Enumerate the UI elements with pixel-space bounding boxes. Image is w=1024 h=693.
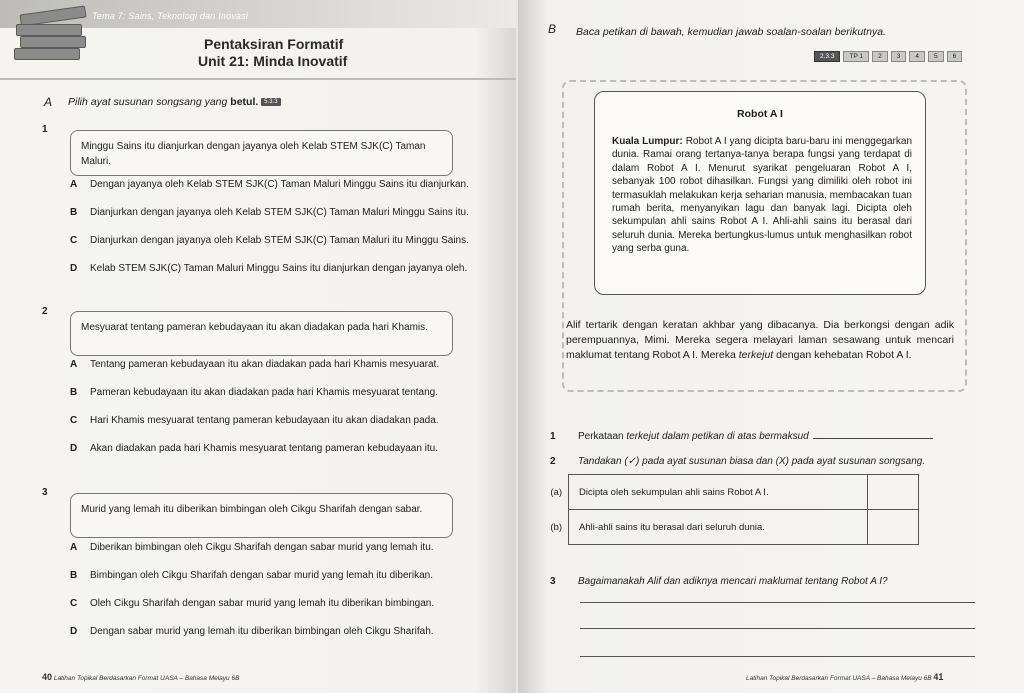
option-text: Dianjurkan dengan jayanya oleh Kelab STEM SJK(C) Taman Maluri Minggu Sains itu.	[90, 207, 469, 218]
news-article	[594, 91, 926, 295]
article-dateline: Kuala Lumpur:	[612, 136, 683, 147]
tp-level: 5	[928, 51, 944, 62]
option-letter: C	[70, 598, 78, 609]
option-text: Dianjurkan dengan jayanya oleh Kelab STEM SJK(C) Taman Maluri itu Minggu Sains.	[90, 235, 469, 246]
question-stem: Minggu Sains itu dianjurkan dengan jayanya oleh Kelab STEM SJK(C) Taman Maluri.	[70, 130, 453, 176]
question-text: Bagaimanakah Alif dan adiknya mencari maklumat tentang Robot A I?	[578, 576, 888, 587]
question-number: 1	[42, 124, 48, 135]
paragraph-text: dengan kehebatan Robot A I.	[776, 349, 912, 361]
option-letter: A	[70, 179, 78, 190]
page-number: 41	[933, 672, 944, 682]
tick-cell[interactable]	[868, 510, 919, 545]
question-stem: Mesyuarat tentang pameran kebudayaan itu akan diadakan pada hari Khamis.	[70, 311, 453, 356]
option-letter: B	[70, 387, 78, 398]
right-page	[518, 0, 1024, 693]
article-body	[612, 135, 912, 256]
instruction-bold: betul.	[230, 96, 259, 108]
books-icon	[14, 4, 84, 64]
option-letter: B	[70, 207, 78, 218]
answer-table	[550, 474, 919, 545]
unit-title: Unit 21: Minda Inovatif	[198, 53, 348, 69]
tp-level-bar	[814, 51, 962, 62]
page-title: Pentaksiran Formatif	[204, 36, 344, 52]
option-letter: C	[70, 235, 78, 246]
question-number: 3	[42, 487, 48, 498]
theme-label: Tema 7: Sains, Teknologi dan Inovasi	[92, 11, 249, 21]
row-label: (b)	[550, 521, 562, 533]
answer-blank[interactable]	[813, 438, 933, 439]
q1-italic: terkejut	[626, 431, 660, 442]
row-text: Ahli-ahli sains itu berasal dari seluruh dunia.	[569, 510, 868, 545]
answer-line[interactable]	[580, 656, 975, 657]
option-text: Dengan sabar murid yang lemah itu diberikan bimbingan oleh Cikgu Sharifah.	[90, 626, 434, 637]
option-text: Diberikan bimbingan oleh Cikgu Sharifah dengan sabar murid yang lemah itu.	[90, 542, 434, 553]
option-text: Kelab STEM SJK(C) Taman Maluri Minggu Sains itu dianjurkan dengan jayanya oleh.	[90, 263, 468, 274]
q1-post: dalam petikan di atas bermaksud	[661, 431, 809, 442]
option-letter: C	[70, 415, 78, 426]
option-text: Akan diadakan pada hari Khamis mesyuarat tentang pameran kebudayaan itu.	[90, 443, 439, 454]
footer-text: Latihan Topikal Berdasarkan Format UASA – Bahasa Melayu 6B	[746, 675, 932, 682]
option-letter: D	[70, 263, 78, 274]
option-letter: A	[70, 359, 78, 370]
paragraph-italic: terkejut	[738, 349, 774, 361]
option-letter: D	[70, 443, 78, 454]
tp-level: 2	[872, 51, 888, 62]
skill-tag: 2.3.3	[814, 51, 840, 62]
tp-level: 6	[947, 51, 963, 62]
section-b-label: B	[548, 22, 557, 36]
page-number: 40	[42, 672, 53, 682]
answer-line[interactable]	[580, 602, 975, 603]
option-letter: D	[70, 626, 78, 637]
skill-tag: 5.3.3	[261, 98, 280, 106]
option-text: Dengan jayanya oleh Kelab STEM SJK(C) Taman Maluri Minggu Sains itu dianjurkan.	[90, 179, 469, 190]
row-label: (a)	[550, 486, 562, 498]
paragraph-text: Alif tertarik dengan keratan akhbar yang dibacanya. Dia berkongsi dengan adik perempuannya, Mimi. Mereka segera melayari laman sesawang untuk mencari maklumat tentang Robot A I. Mereka	[566, 319, 954, 361]
divider	[0, 78, 516, 80]
section-b-instruction: Baca petikan di bawah, kemudian jawab soalan-soalan berikutnya.	[576, 26, 886, 38]
question-number: 2	[42, 306, 48, 317]
option-text: Pameran kebudayaan itu akan diadakan pada hari Khamis mesyuarat tentang.	[90, 387, 439, 398]
tick-cell[interactable]	[868, 475, 919, 510]
option-text: Bimbingan oleh Cikgu Sharifah dengan sabar murid yang lemah itu diberikan.	[90, 570, 433, 581]
tp-level: 3	[891, 51, 907, 62]
instruction-text: Pilih ayat susunan songsang yang	[68, 96, 228, 108]
section-a-label: A	[44, 95, 53, 109]
q1-pre: Perkataan	[578, 431, 624, 442]
question-number: 2	[550, 456, 556, 467]
question-stem: Murid yang lemah itu diberikan bimbingan oleh Cikgu Sharifah dengan sabar.	[70, 493, 453, 538]
question-text: Tandakan (✓) pada ayat susunan biasa dan (X) pada ayat susunan songsang.	[578, 456, 926, 467]
left-footer	[42, 672, 239, 682]
option-text: Oleh Cikgu Sharifah dengan sabar murid yang lemah itu diberikan bimbingan.	[90, 598, 435, 609]
tp-level: 4	[909, 51, 925, 62]
section-a-instruction	[68, 96, 281, 108]
option-letter: A	[70, 542, 78, 553]
tp-level: TP 1	[843, 51, 869, 62]
option-text: Hari Khamis mesyuarat tentang pameran kebudayaan itu akan diadakan pada.	[90, 415, 439, 426]
article-text: Robot A I yang dicipta baru-baru ini menggegarkan dunia. Ramai orang tertanya-tanya berapa fungsi yang terdapat di dalam Robot A I. Menurut syarikat pengeluaran Robot A I, sebanyak 100 robot dihasilkan. Fungsi yang dimiliki oleh robot ini termasuklah melakukan kerja seharian manusia, membacakan tuan rumah berita, menyanyikan lagu dan banyak lagi. Dicipta oleh sekumpulan ahli sains Robot A I. Ahli-ahli sains itu berasal dari seluruh dunia. Mereka bertungkus-lumus untuk menghasilkan robot yang serba guna.	[612, 136, 913, 255]
option-letter: B	[70, 570, 78, 581]
question-text	[578, 431, 933, 442]
question-number: 1	[550, 431, 556, 442]
article-title: Robot A I	[737, 108, 783, 120]
question-number: 3	[550, 576, 556, 587]
table-row	[550, 510, 919, 545]
story-paragraph	[566, 318, 954, 363]
footer-text: Latihan Topikal Berdasarkan Format UASA – Bahasa Melayu 6B	[53, 675, 240, 682]
right-footer	[746, 672, 943, 682]
row-text: Dicipta oleh sekumpulan ahli sains Robot A I.	[569, 475, 868, 510]
answer-line[interactable]	[580, 628, 975, 629]
option-text: Tentang pameran kebudayaan itu akan diadakan pada hari Khamis mesyuarat.	[90, 359, 440, 370]
table-row	[550, 475, 919, 510]
